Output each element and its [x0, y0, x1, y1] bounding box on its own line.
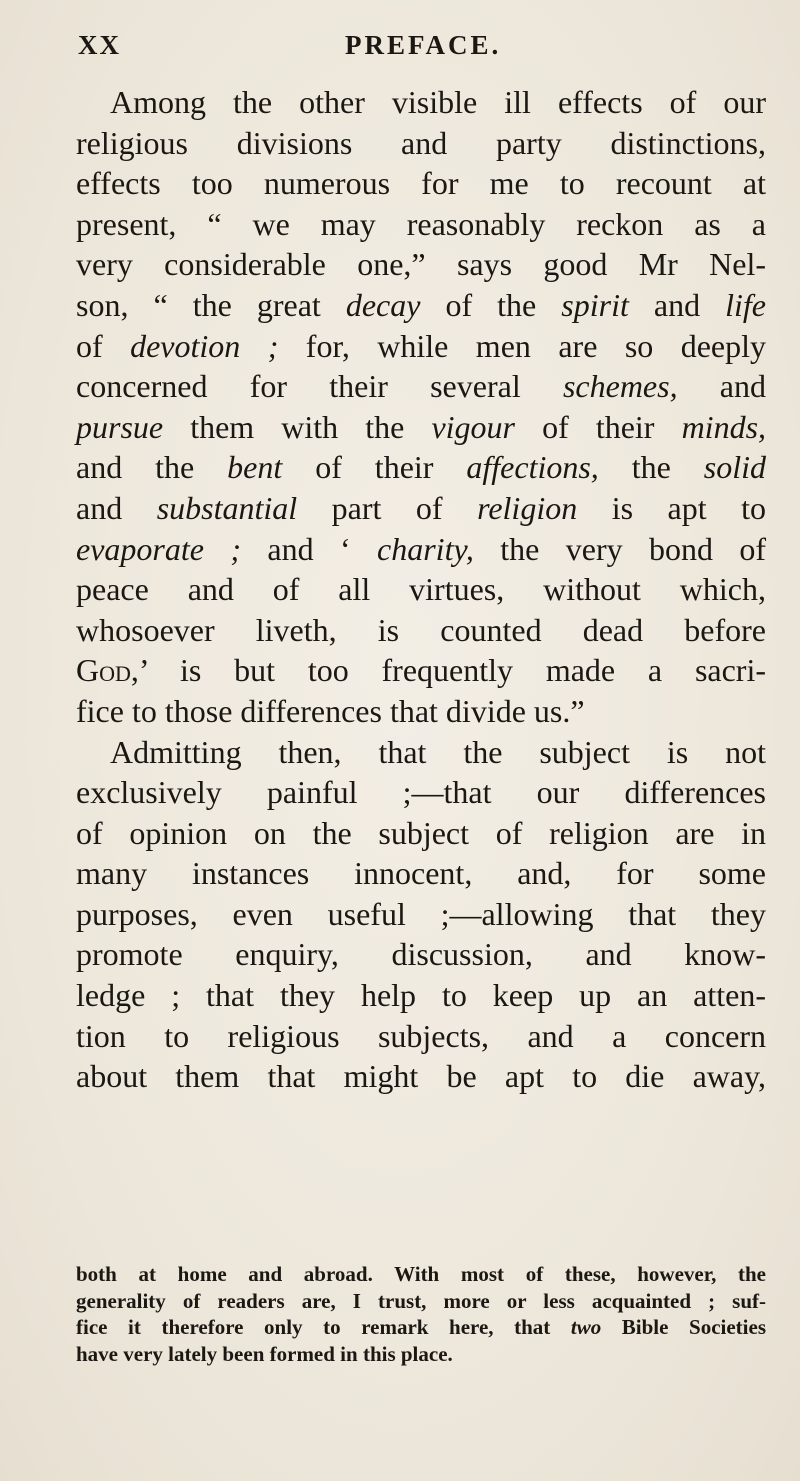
- text-span: part of: [297, 489, 478, 526]
- text-span: peace and of all virtues, without which,: [76, 571, 766, 608]
- text-line: [76, 975, 766, 1016]
- text-span: generality of readers are, I trust, more or less acquainted ; suf-: [76, 1288, 766, 1313]
- text-span: and: [76, 489, 157, 526]
- text-span: fice to those differences that divide us.”: [76, 692, 585, 729]
- text-line: [76, 529, 766, 570]
- italic-span: affections,: [466, 449, 599, 486]
- text-span: fice it therefore only to remark here, that: [76, 1315, 571, 1340]
- text-span: and: [628, 286, 726, 323]
- text-line: [76, 853, 766, 894]
- text-line: [76, 163, 766, 204]
- text-span: the very bond of: [473, 530, 767, 567]
- text-line: [76, 407, 766, 448]
- text-span: Admitting then, that the subject is not: [110, 733, 766, 770]
- italic-span: evaporate ;: [76, 530, 241, 567]
- running-title: PREFACE.: [345, 30, 502, 60]
- italic-span: religion: [477, 489, 578, 526]
- text-span: them with the: [163, 408, 432, 445]
- text-span: the: [598, 449, 704, 486]
- main-text: [76, 82, 766, 1097]
- text-span: Bible Societies: [601, 1315, 767, 1340]
- text-span: many instances innocent, and, for some: [76, 855, 766, 892]
- text-span: tion to religious subjects, and a concern: [76, 1017, 766, 1054]
- italic-span: life: [725, 286, 766, 323]
- text-span: religious divisions and party distinctions,: [76, 124, 766, 161]
- text-line: [76, 813, 766, 854]
- text-span: ledge ; that they help to keep up an atten-: [76, 977, 766, 1014]
- text-line: [76, 123, 766, 164]
- text-line: [76, 650, 766, 691]
- text-line: [76, 488, 766, 529]
- text-span: concerned for their several: [76, 368, 563, 405]
- text-span: exclusively painful ;—that our differences: [76, 774, 766, 811]
- italic-span: solid: [703, 449, 766, 486]
- italic-span: pursue: [76, 408, 164, 445]
- text-span: for, while men are so deeply: [278, 327, 767, 364]
- text-line: [76, 447, 766, 488]
- italic-span: schemes,: [562, 368, 678, 405]
- small-caps-span: God,: [76, 652, 139, 689]
- text-span: both at home and abroad. With most of these, however, the: [76, 1262, 766, 1286]
- text-span: of their: [282, 449, 467, 486]
- italic-span: bent: [227, 449, 283, 486]
- text-line: [76, 1016, 766, 1057]
- italic-span: two: [570, 1315, 602, 1340]
- text-span: of their: [514, 408, 682, 445]
- text-span: whosoever liveth, is counted dead before: [76, 611, 766, 648]
- italic-span: spirit: [561, 286, 629, 323]
- text-span: have very lately been formed in this place.: [76, 1341, 453, 1366]
- text-span: present, “ we may reasonably reckon as a: [76, 205, 766, 242]
- text-span: of: [76, 327, 131, 364]
- text-span: son, “ the great: [76, 286, 346, 323]
- text-span: of the: [420, 286, 562, 323]
- text-span: Among the other visible ill effects of our: [110, 84, 766, 120]
- text-span: effects too numerous for me to recount at: [76, 165, 766, 202]
- footnote-line: [76, 1341, 766, 1368]
- text-line: [76, 772, 766, 813]
- text-span: purposes, even useful ;—allowing that they: [76, 895, 766, 932]
- text-span: is apt to: [577, 489, 767, 526]
- page-number: XX: [78, 30, 121, 60]
- text-span: and ‘: [241, 530, 378, 567]
- text-line: [76, 285, 766, 326]
- text-line: [76, 366, 766, 407]
- footnote: [76, 1261, 766, 1367]
- italic-span: decay: [345, 286, 421, 323]
- text-line: [76, 894, 766, 935]
- italic-span: devotion ;: [130, 327, 279, 364]
- text-line: [76, 82, 766, 123]
- text-line: [76, 244, 766, 285]
- text-span: and the: [76, 449, 228, 486]
- text-line: [76, 204, 766, 245]
- italic-span: minds,: [681, 408, 767, 445]
- text-span: promote enquiry, discussion, and know-: [76, 936, 766, 973]
- text-line: [76, 610, 766, 651]
- text-line: [76, 732, 766, 773]
- text-line: [76, 569, 766, 610]
- italic-span: vigour: [431, 408, 515, 445]
- text-span: very considerable one,” says good Mr Nel-: [76, 246, 766, 283]
- text-line: [76, 326, 766, 367]
- text-span: of opinion on the subject of religion are in: [76, 814, 766, 851]
- text-line: [76, 934, 766, 975]
- italic-span: substantial: [156, 489, 298, 526]
- footnote-line: [76, 1288, 766, 1315]
- text-line: [76, 691, 766, 732]
- text-span: about them that might be apt to die away,: [76, 1058, 766, 1095]
- text-span: ’ is but too frequently made a sacri-: [138, 652, 766, 689]
- footnote-line: [76, 1314, 766, 1341]
- footnote-line: [76, 1261, 766, 1288]
- text-line: [76, 1056, 766, 1097]
- italic-span: charity,: [377, 530, 474, 567]
- running-head: [0, 30, 800, 70]
- text-span: and: [677, 368, 767, 405]
